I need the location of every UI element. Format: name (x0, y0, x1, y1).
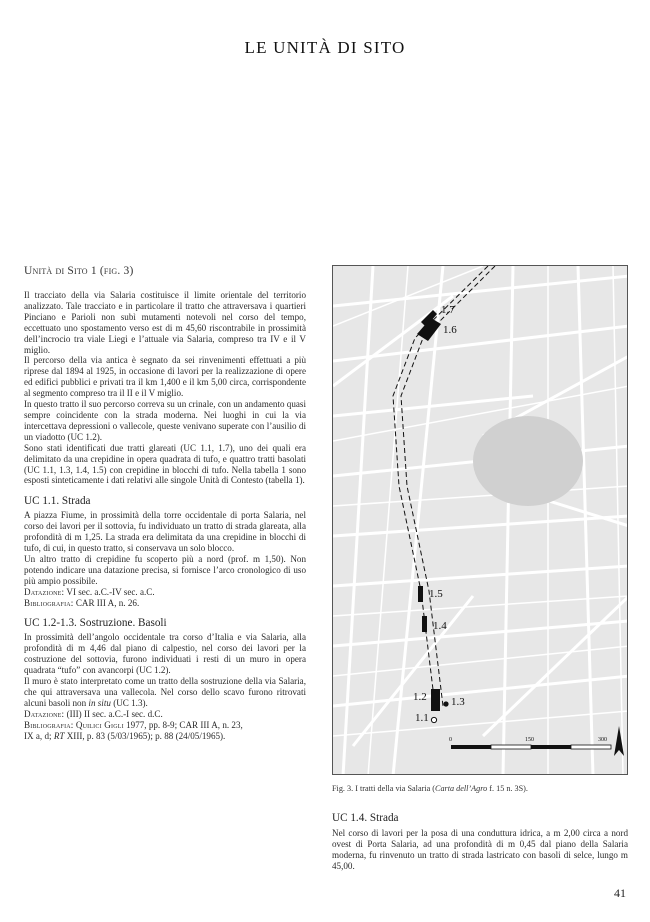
uc1213-datazione (24, 709, 306, 720)
street-network (333, 266, 628, 775)
park-area (473, 416, 583, 506)
bibliografia-value: XIII, p. 83 (5/03/1965); p. 88 (24/05/1965). (66, 730, 226, 741)
intro-paragraph: Sono stati identificati due tratti glareati (UC 1.1, 1.7), uno dei quali era delimitato da una crepidine in opera quadrata di tufo, e quattro tratti basolati (UC 1.1, 1.3, 1.4, 1.5) con crepidine in blocchi di tufo. Nella tabella 1 sono esposti sinteticamente i dati relativi alle singole Unità di Contesto (tabella 1). (24, 442, 306, 486)
scale-tick-300: 300 (598, 737, 607, 743)
figure-caption (332, 784, 628, 794)
map-label-1-6: 1.6 (443, 324, 457, 336)
datazione-label: Datazione: (24, 708, 65, 719)
bibliografia-label: Bibliografia: (24, 719, 74, 730)
map-figure (332, 265, 628, 775)
page-number: 41 (614, 886, 626, 900)
datazione-label: Datazione: (24, 586, 65, 597)
bibliografia-value: CAR III A, n. 26. (75, 597, 140, 608)
uc1213-paragraph (24, 676, 306, 709)
bibliografia-rt: RT (53, 730, 65, 741)
scale-tick-0: 0 (449, 737, 452, 743)
map-label-1-1: 1.1 (415, 712, 429, 724)
caption-italic: Carta dell’Agro (435, 784, 488, 793)
bibliografia-label: Bibliografia: (24, 597, 74, 608)
map-label-1-3: 1.3 (451, 696, 465, 708)
intro-paragraph: In questo tratto il suo percorso correva su un crinale, con un andamento quasi sempre coincidente con la strada moderna. Nei luoghi in cui la via intercettava depressioni o vallecole, queste venivano superate con l’ausilio di un viadotto (UC 1.2). (24, 399, 306, 442)
uc11-heading: UC 1.1. Strada (24, 495, 91, 508)
left-column (24, 265, 306, 742)
point-1-1 (431, 717, 436, 722)
page-title: LE UNITÀ DI SITO (244, 38, 406, 57)
datazione-value: (III) II sec. a.C.-I sec. d.C. (66, 708, 163, 719)
map-svg (333, 266, 628, 775)
intro-paragraph: Il tracciato della via Salaria costituisce il limite orientale del territorio analizzato. Tale tracciato e in particolare il tratto che attraversava i quartieri Pinciano e Parioli non subì mutamenti notevoli nel corso del tempo, eccettuato uno spostamento verso est di m 45,60 riscontrabile in prossimità dell’incrocio tra viale Liegi e l’attuale via Salaria, compreso tra IV e il V miglio. (24, 290, 306, 355)
segment-1-2 (431, 689, 440, 711)
right-column (332, 265, 628, 872)
bibliografia-value: IX a, d; (24, 730, 52, 741)
uc1213-paragraph: In prossimità dell’angolo occidentale tra corso d’Italia e via Salaria, alla profondità di m 4,46 dal piano di calpestio, nel corso dei lavori per la costruzione del sottovia, furono individuati i resti di un muro in opera quadrata “tufo” con avancorpi (UC 1.2). (24, 632, 306, 676)
uc11-datazione (24, 587, 306, 598)
uc1213-bibliografia (24, 720, 306, 742)
caption-prefix: Fig. 3. I tratti della via Salaria ( (332, 784, 435, 793)
section-heading-ref: (fig. 3) (99, 265, 134, 277)
section-heading-main: Unità di Sito 1 (24, 265, 97, 277)
scale-tick-150: 150 (525, 737, 534, 743)
section-heading (24, 265, 306, 277)
bibliografia-value: 1977, pp. 8-9; CAR III A, n. 23, (126, 719, 243, 730)
uc11-paragraph: Un altro tratto di crepidine fu scoperto più a nord (prof. m 1,50). Non potendo indicare una datazione precisa, si fornisce l’arco cronologico di uso più ampio possibile. (24, 553, 306, 586)
uc1213-text-end: (UC 1.3). (113, 697, 148, 708)
uc11-bibliografia (24, 598, 306, 609)
datazione-value: VI sec. a.C.-IV sec. a.C. (66, 586, 155, 597)
uc1213-text: Il muro è stato interpretato come un tratto della sostruzione della via Salaria, che qui attraversava una vallecola. Nel corso dello scavo furono ritrovati alcuni basoli non (24, 676, 306, 708)
uc1213-heading: UC 1.2-1.3. Sostruzione. Basoli (24, 617, 167, 630)
intro-paragraph: Il percorso della via antica è segnato da sei rinvenimenti effettuati a più riprese dal 1894 al 1925, in occasione di lavori per la realizzazione di opere ed edifici pubblici e privati tra il km 1,400 e il km 5,00 circa, corrispondente al segmento compreso tra il II e il V miglio. (24, 355, 306, 399)
segment-1-4 (422, 616, 427, 632)
uc11-paragraph: A piazza Fiume, in prossimità della torre occidentale di porta Salaria, nel corso dei lavori per il sottovia, fu individuato un tratto di strada glareata, alla profondità di m 1,25. La strada era delimitata da una crepidine in blocchi di tufo, di cui, in questo tratto, si conservava un solo blocco. (24, 510, 306, 554)
uc1213-in-situ: in situ (88, 697, 111, 708)
uc14-heading: UC 1.4. Strada (332, 812, 399, 824)
uc14-paragraph: Nel corso di lavori per la posa di una conduttura idrica, a m 2,00 circa a nord ovest di Porta Salaria, ad una profondità di m 0,45 dal piano della Salaria moderna, fu rinvenuto un tratto di strada lastricato con basoli di selce, lungo m 45,00. (332, 828, 628, 871)
map-label-1-2: 1.2 (413, 691, 427, 703)
caption-suffix: f. 15 n. 3S). (487, 784, 528, 793)
map-label-1-4: 1.4 (433, 620, 447, 632)
segment-1-5 (418, 586, 423, 602)
point-1-3 (443, 701, 448, 706)
bibliografia-author: Quilici Gigli (75, 719, 124, 730)
scale-bar (451, 745, 611, 749)
map-label-1-7: 1.7 (441, 304, 455, 316)
map-label-1-5: 1.5 (429, 588, 443, 600)
